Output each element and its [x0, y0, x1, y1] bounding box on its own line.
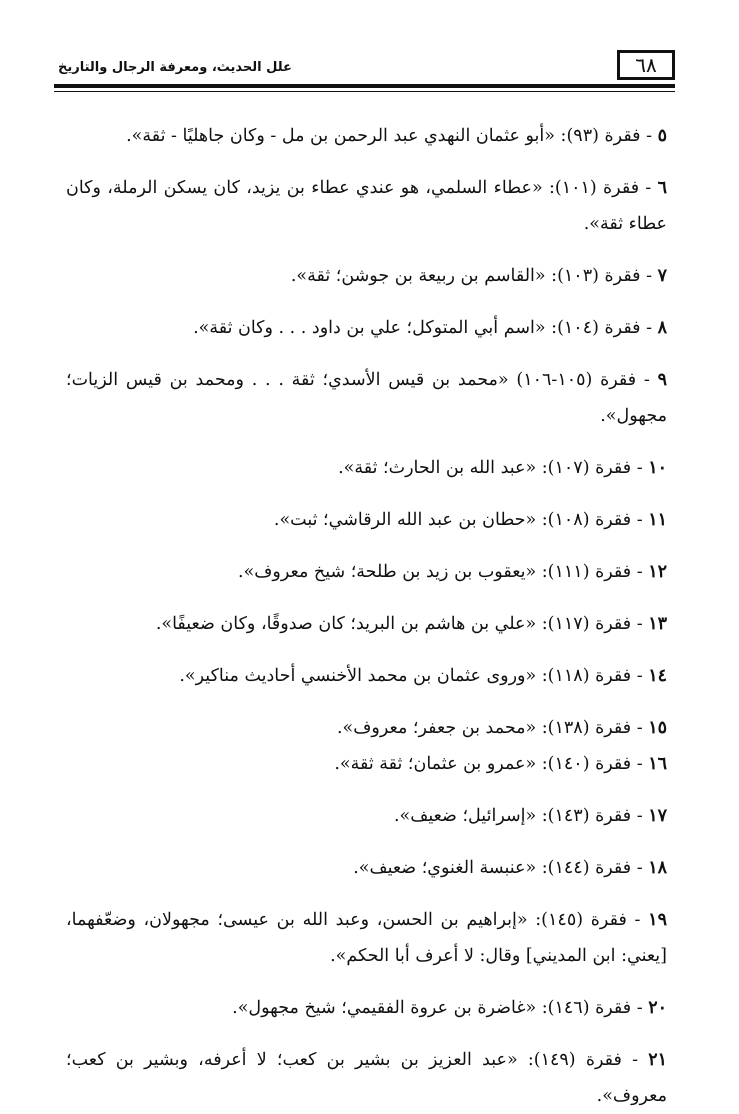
entry-14: ١٤ - فقرة (١١٨): «وروى عثمان بن محمد الأخنسي أحاديث مناكير».: [179, 666, 667, 686]
page-header: [54, 50, 675, 86]
entry-9: ٩ - فقرة (١٠٥-١٠٦) «محمد بن قيس الأسدي؛ ثقة . . . ومحمد بن قيس الزيات؛ مجهول».: [66, 370, 667, 426]
entry-8: ٨ - فقرة (١٠٤): «اسم أبي المتوكل؛ علي بن داود . . . وكان ثقة».: [193, 318, 667, 338]
entry-21: ٢١ - فقرة (١٤٩): «عبد العزيز بن بشير بن كعب؛ لا أعرفه، وبشير بن كعب؛ معروف».: [66, 1050, 667, 1106]
entry-18: ١٨ - فقرة (١٤٤): «عنبسة الغنوي؛ ضعيف».: [353, 858, 667, 878]
entry-11: ١١ - فقرة (١٠٨): «حطان بن عبد الله الرقاشي؛ ثبت».: [273, 510, 667, 530]
running-title: علل الحديث، ومعرفة الرجال والتاريخ: [58, 60, 292, 75]
page-number: ٦٨: [617, 50, 675, 80]
entry-5: ٥ - فقرة (٩٣): «أبو عثمان النهدي عبد الرحمن بن مل - وكان جاهليًا - ثقة».: [126, 126, 667, 146]
entry-list: [66, 118, 667, 1114]
entry-12: ١٢ - فقرة (١١١): «يعقوب بن زيد بن طلحة؛ شيخ معروف».: [238, 562, 667, 582]
entry-15: ١٥ - فقرة (١٣٨): «محمد بن جعفر؛ معروف».: [336, 718, 667, 738]
entry-16: ١٦ - فقرة (١٤٠): «عمرو بن عثمان؛ ثقة ثقة».: [334, 754, 667, 774]
entry-20: ٢٠ - فقرة (١٤٦): «غاضرة بن عروة الفقيمي؛ شيخ مجهول».: [232, 998, 667, 1018]
header-rule-thick: [54, 84, 675, 88]
entry-17: ١٧ - فقرة (١٤٣): «إسرائيل؛ ضعيف».: [393, 806, 667, 826]
entry-13: ١٣ - فقرة (١١٧): «علي بن هاشم بن البريد؛ كان صدوقًا، وكان ضعيفًا».: [155, 614, 667, 634]
entry-6: ٦ - فقرة (١٠١): «عطاء السلمي، هو عندي عطاء بن يزيد، كان يسكن الرملة، وكان عطاء ثقة».: [66, 178, 667, 234]
entry-10: ١٠ - فقرة (١٠٧): «عبد الله بن الحارث؛ ثقة».: [338, 458, 667, 478]
entry-7: ٧ - فقرة (١٠٣): «القاسم بن ربيعة بن جوشن؛ ثقة».: [290, 266, 667, 286]
entry-19: ١٩ - فقرة (١٤٥): «إبراهيم بن الحسن، وعبد الله بن عيسى؛ مجهولان، وضعّفهما، [يعني: ابن المديني] وقال: لا أعرف أبا الحكم».: [66, 910, 667, 966]
header-rule-thin: [54, 91, 675, 92]
